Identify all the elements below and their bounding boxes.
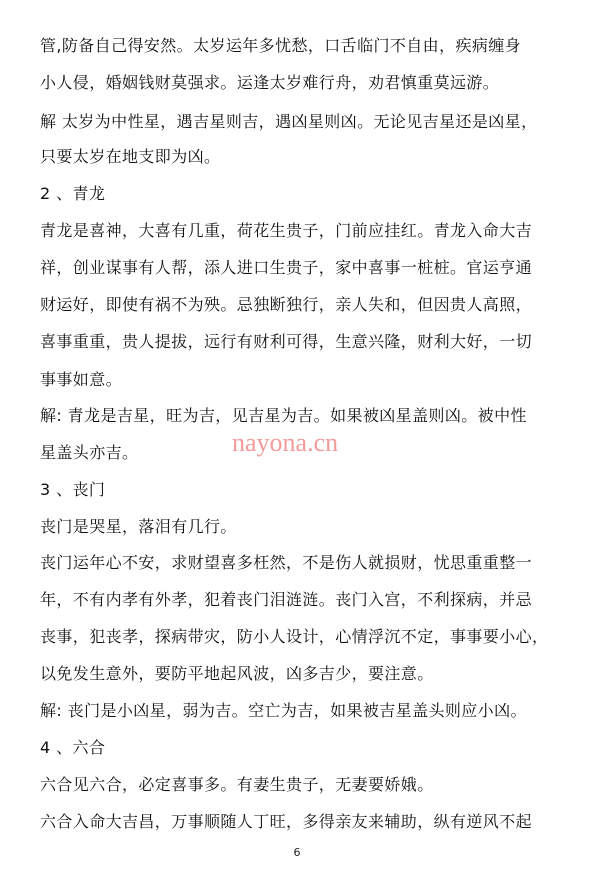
section-heading: 4 、六合 <box>40 738 106 757</box>
text-line: 年，不有内孝有外孝，犯着丧门泪涟涟。丧门入宫，不利探病，并忌 <box>40 590 533 609</box>
text-line: 六合入命大吉昌，万事顺随人丁旺，多得亲友来辅助，纵有逆风不起 <box>40 812 533 831</box>
text-line: 管,防备自己得安然。太岁运年多忧愁，口舌临门不自由，疾病缠身 <box>40 36 522 55</box>
text-line: 事事如意。 <box>40 370 123 389</box>
watermark-text: nayona.cn <box>232 428 339 457</box>
section-heading: 3 、丧门 <box>40 480 106 499</box>
text-line: 解: 丧门是小凶星，弱为吉。空亡为吉，如果被吉星盖头则应小凶。 <box>40 701 527 720</box>
text-line: 六合见六合，必定喜事多。有妻生贵子，无妻要娇娥。 <box>40 775 434 794</box>
text-line: 小人侵，婚姻钱财莫强求。运逢太岁难行舟，劝君慎重莫远游。 <box>40 73 500 92</box>
text-line: 只要太岁在地支即为凶。 <box>40 147 221 166</box>
section-heading: 2 、青龙 <box>40 184 106 203</box>
page-number: 6 <box>293 846 301 859</box>
text-line: 丧门运年心不安，求财望喜多枉然，不是伤人就损财，忧思重重整一 <box>40 553 533 572</box>
text-line: 丧事，犯丧孝，探病带灾，防小人设计，心情浮沉不定，事事要小心， <box>40 627 549 646</box>
text-line: 以免发生意外，要防平地起风波，凶多吉少，要注意。 <box>40 664 434 683</box>
text-line: 解 太岁为中性星，遇吉星则吉，遇凶星则凶。无论见吉星还是凶星， <box>40 112 538 131</box>
text-line: 星盖头亦吉。 <box>40 443 139 462</box>
text-line: 丧门是哭星，落泪有几行。 <box>40 517 237 536</box>
text-line: 青龙是喜神，大喜有几重，荷花生贵子，门前应挂红。青龙入命大吉 <box>40 221 533 240</box>
text-line: 解: 青龙是吉星，旺为吉，见吉星为吉。如果被凶星盖则凶。被中性 <box>40 406 527 425</box>
text-line: 财运好，即使有祸不为殃。忌独断独行，亲人失和，但因贵人高照， <box>40 295 533 314</box>
text-line: 喜事重重，贵人提拔，远行有财利可得，生意兴隆，财利大好，一切 <box>40 332 533 351</box>
text-line: 祥，创业谋事有人帮，添人进口生贵子，家中喜事一桩桩。官运亨通 <box>40 258 533 277</box>
